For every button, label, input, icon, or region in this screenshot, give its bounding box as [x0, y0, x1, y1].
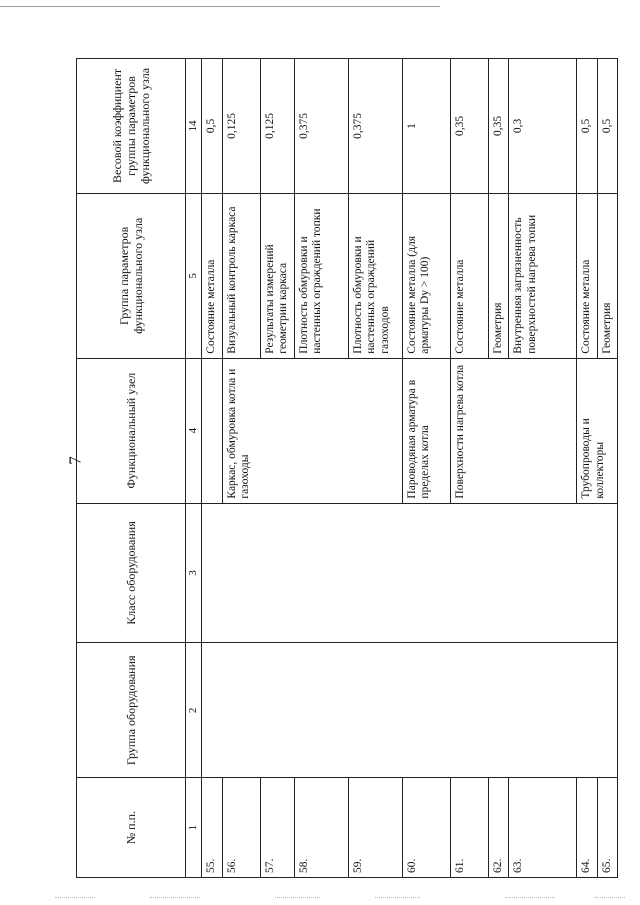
functional-unit-cell [201, 358, 222, 503]
functional-unit-cell: Поверхности нагрева котла [450, 358, 577, 503]
scan-artifact [150, 897, 200, 899]
param-group-cell: Визуальный контроль каркаса [222, 193, 260, 358]
weight-cell: 0,35 [450, 59, 488, 194]
param-group-cell: Состояние металла [201, 193, 222, 358]
rotated-table-container [76, 58, 613, 878]
header-equipment-group: Группа оборудования [77, 643, 186, 778]
column-index-row [186, 59, 202, 878]
param-group-cell: Геометрия [488, 193, 509, 358]
scan-artifact [505, 897, 555, 899]
weight-cell: 0,125 [260, 59, 294, 194]
weight-cell: 0,5 [597, 59, 618, 194]
index-cell: 3 [186, 503, 202, 643]
row-num: 56. [222, 778, 260, 878]
param-group-cell: Геометрия [597, 193, 618, 358]
scan-artifact [375, 897, 420, 899]
header-equipment-class: Класс оборудования [77, 503, 186, 643]
index-cell: 1 [186, 778, 202, 878]
header-num: № п.п. [77, 778, 186, 878]
row-num: 55. [201, 778, 222, 878]
index-cell: 14 [186, 59, 202, 194]
weight-cell: 0,5 [201, 59, 222, 194]
functional-unit-cell: Пароводяная арматура в пределах котла [402, 358, 450, 503]
scan-artifact [595, 897, 625, 899]
param-group-cell: Внутренняя загрязненность поверхностей нагрева топки [509, 193, 577, 358]
header-param-group: Группа параметров функционального узла [77, 193, 186, 358]
header-weight: Весовой коэффициент группы параметров функционального узла [77, 59, 186, 194]
index-cell: 5 [186, 193, 202, 358]
scan-edge-bottom [0, 893, 640, 905]
page-number: 7 [65, 456, 85, 465]
scan-artifact [275, 897, 320, 899]
weight-cell: 0,35 [488, 59, 509, 194]
scan-edge-top [0, 0, 440, 7]
row-num: 59. [348, 778, 402, 878]
functional-unit-cell: Каркас, обмуровка котла и газоходы [222, 358, 402, 503]
scan-artifact [55, 897, 95, 899]
row-num: 58. [294, 778, 348, 878]
weight-cell: 0,5 [577, 59, 598, 194]
weight-cell: 1 [402, 59, 450, 194]
row-num: 65. [597, 778, 618, 878]
param-group-cell: Результаты измерений геометрии каркаса [260, 193, 294, 358]
param-group-cell: Плотность обмуровки и настенных ограждений газоходов [348, 193, 402, 358]
parameters-table [76, 58, 618, 878]
weight-cell: 0,375 [294, 59, 348, 194]
functional-unit-cell: Трубопроводы и коллекторы [577, 358, 618, 503]
row-num: 57. [260, 778, 294, 878]
param-group-cell: Состояние металла (для арматуры Dy > 100) [402, 193, 450, 358]
row-num: 63. [509, 778, 577, 878]
equipment-group-cell [201, 643, 617, 778]
index-cell: 2 [186, 643, 202, 778]
header-functional-unit: Функциональный узел [77, 358, 186, 503]
index-cell: 4 [186, 358, 202, 503]
equipment-class-cell [201, 503, 617, 643]
weight-cell: 0,125 [222, 59, 260, 194]
row-num: 64. [577, 778, 598, 878]
param-group-cell: Состояние металла [577, 193, 598, 358]
weight-cell: 0,3 [509, 59, 577, 194]
row-num: 61. [450, 778, 488, 878]
weight-cell: 0,375 [348, 59, 402, 194]
param-group-cell: Плотность обмуровки и настенных ограждений топки [294, 193, 348, 358]
row-num: 60. [402, 778, 450, 878]
table-header-row [77, 59, 186, 878]
table-row [201, 59, 222, 878]
row-num: 62. [488, 778, 509, 878]
param-group-cell: Состояние металла [450, 193, 488, 358]
